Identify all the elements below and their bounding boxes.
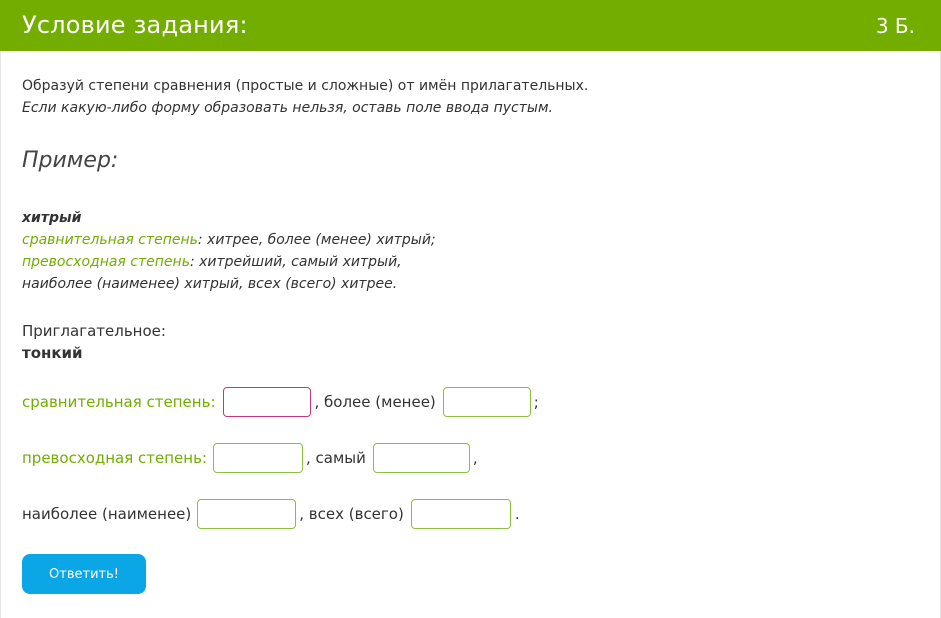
superlative2-separator: , всех (всего) [299,505,404,523]
example-superlative-label: превосходная степень [22,254,190,270]
frame-left-border [0,51,1,618]
instructions-line-1: Образуй степени сравнения (простые и сложные) от имён прилагательных. [22,78,589,94]
comparative-end: ; [533,393,539,411]
example-comparative [22,229,436,251]
submit-button[interactable]: Ответить! [22,554,146,594]
example-superlative [22,251,436,273]
example-comparative-label: сравнительная степень [22,232,198,248]
comparative-label: сравнительная степень: [22,393,216,411]
superlative2-end: . [514,505,520,523]
example-word: хитрый [22,210,82,226]
superlative-row-2 [22,497,520,531]
example-comparative-text: : хитрее, более (менее) хитрый; [197,232,436,248]
superlative2-label: наиболее (наименее) [22,505,192,523]
task-title: Условие задания: [22,11,248,39]
superlative-label: превосходная степень: [22,449,207,467]
example-superlative-2: наиболее (наименее) хитрый, всех (всего) хитрее. [22,276,398,292]
instructions-line-2: Если какую-либо форму образовать нельзя, оставь поле ввода пустым. [22,100,553,116]
instructions [22,75,588,119]
superlative-end: , [472,449,478,467]
task-points: 3 Б. [875,14,915,38]
superlative-row [22,441,478,475]
comparative-simple-input[interactable] [223,387,311,417]
example-superlative-text: : хитрейший, самый хитрый, [189,254,402,270]
adjective-word: тонкий [22,344,83,362]
superlative-complex-2-input[interactable] [197,499,296,529]
adjective-label: Приглагательное: [22,322,166,340]
comparative-complex-input[interactable] [443,387,531,417]
superlative-separator: , самый [306,449,366,467]
superlative-simple-input[interactable] [213,443,303,473]
example-title: Пример: [22,148,119,173]
comparative-separator: , более (менее) [314,393,436,411]
task-header [0,0,941,51]
superlative-complex-input[interactable] [373,443,470,473]
example-block [22,207,436,295]
comparative-row [22,385,539,419]
superlative-complex-3-input[interactable] [411,499,511,529]
